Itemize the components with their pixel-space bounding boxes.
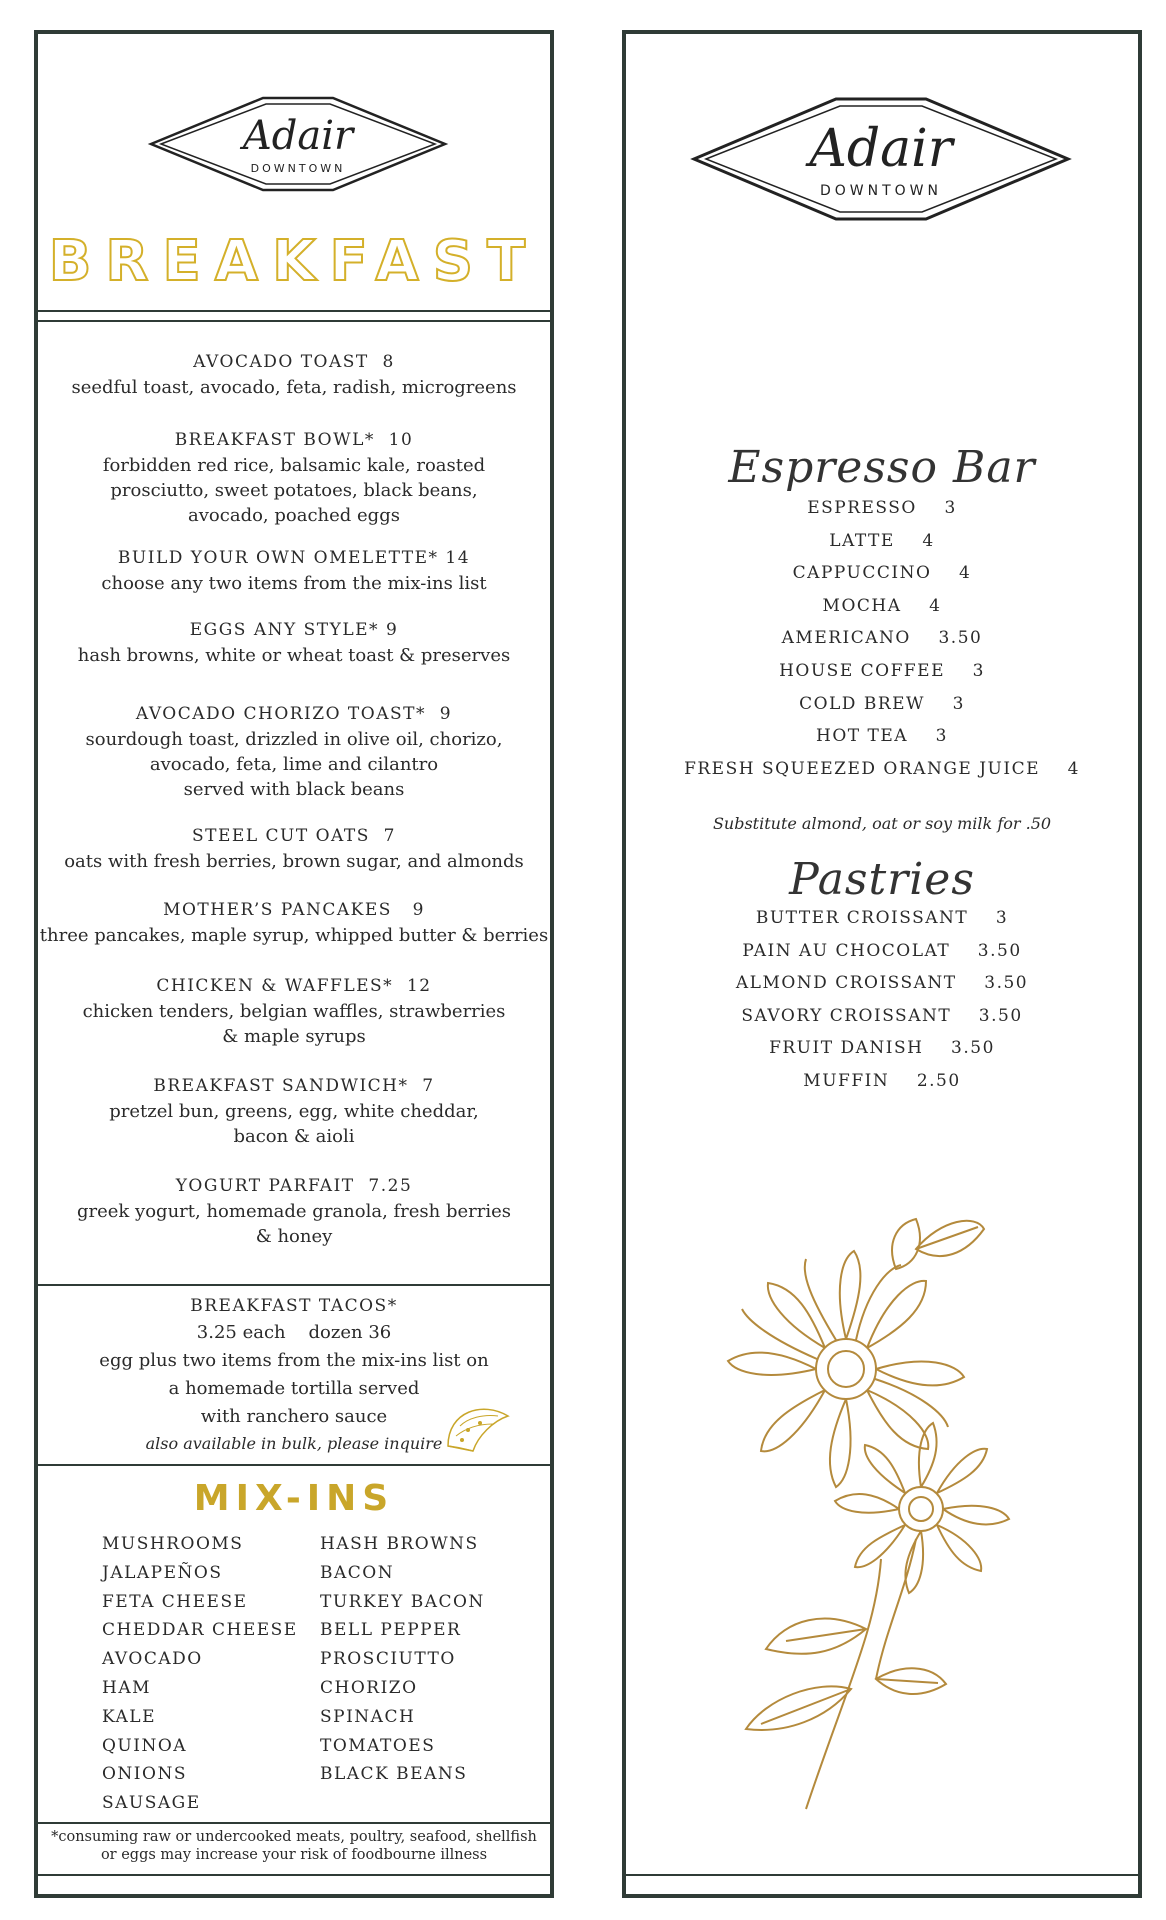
tacos-note: also available in bulk, please inquire bbox=[145, 1434, 443, 1453]
drink-item: HOT TEA 3 bbox=[816, 726, 948, 747]
menu-item-description: chicken tenders, belgian waffles, strawberries bbox=[82, 1001, 506, 1022]
adair-logo bbox=[143, 94, 453, 194]
divider bbox=[38, 310, 550, 312]
mixin-item: CHORIZO bbox=[320, 1677, 418, 1698]
menu-item-name: YOGURT PARFAIT 7.25 bbox=[175, 1176, 413, 1196]
mixin-item: QUINOA bbox=[102, 1735, 188, 1756]
menu-item-name: AVOCADO CHORIZO TOAST* 9 bbox=[135, 704, 453, 724]
pastry-item: PAIN AU CHOCOLAT 3.50 bbox=[742, 940, 1022, 961]
mixin-item: SPINACH bbox=[320, 1706, 416, 1727]
mixin-item: SAUSAGE bbox=[102, 1793, 201, 1814]
menu-item-description: sourdough toast, drizzled in olive oil, chorizo, bbox=[85, 729, 503, 750]
menu-item-description: choose any two items from the mix-ins list bbox=[101, 573, 487, 594]
mixin-item: MUSHROOMS bbox=[102, 1534, 244, 1554]
menu-item-description: avocado, poached eggs bbox=[188, 505, 400, 526]
menu-item-description: & honey bbox=[255, 1226, 333, 1247]
pastries-title: Pastries bbox=[789, 854, 975, 905]
divider bbox=[626, 1874, 1138, 1876]
menu-item-name: AVOCADO TOAST 8 bbox=[193, 352, 395, 372]
menu-item-description: served with black beans bbox=[183, 779, 405, 800]
menu-item-description: pretzel bun, greens, egg, white cheddar, bbox=[109, 1101, 479, 1122]
espresso-title: Espresso Bar bbox=[728, 442, 1036, 493]
logo-name: Adair bbox=[809, 119, 953, 179]
mixin-item: KALE bbox=[102, 1706, 156, 1727]
menu-item-description: forbidden red rice, balsamic kale, roasted bbox=[102, 455, 486, 476]
logo-name: Adair bbox=[242, 113, 354, 159]
menu-item-name: BREAKFAST BOWL* 10 bbox=[174, 430, 414, 450]
drink-item: CAPPUCCINO 4 bbox=[792, 563, 972, 584]
menu-item-description: avocado, feta, lime and cilantro bbox=[149, 754, 439, 775]
breakfast-panel bbox=[34, 30, 554, 1898]
footnote-2: or eggs may increase your risk of foodbourne illness bbox=[100, 1847, 488, 1863]
drink-item: AMERICANO 3.50 bbox=[781, 628, 983, 649]
adair-logo bbox=[686, 94, 1076, 224]
mixins-column-1 bbox=[102, 1530, 298, 1818]
divider bbox=[38, 1284, 550, 1286]
menu-item-description: oats with fresh berries, brown sugar, and almonds bbox=[64, 851, 524, 872]
mixin-item: TOMATOES bbox=[320, 1735, 436, 1756]
tacos-desc-2: a homemade tortilla served bbox=[168, 1378, 420, 1399]
mixin-item: HASH BROWNS bbox=[320, 1534, 479, 1554]
logo-sub: DOWNTOWN bbox=[250, 162, 346, 175]
menu-item-name: BREAKFAST SANDWICH* 7 bbox=[153, 1076, 435, 1096]
divider bbox=[38, 320, 550, 322]
menu-item-description: & maple syrups bbox=[222, 1026, 366, 1047]
footnote-1: *consuming raw or undercooked meats, poultry, seafood, shellfish bbox=[51, 1829, 537, 1845]
mixin-item: BLACK BEANS bbox=[320, 1764, 468, 1785]
mixins-title: MIX-INS bbox=[193, 1478, 395, 1519]
drinks-panel bbox=[622, 30, 1142, 1898]
drink-item: HOUSE COFFEE 3 bbox=[779, 661, 985, 681]
menu-item-name: BUILD YOUR OWN OMELETTE* 14 bbox=[117, 548, 471, 568]
mixin-item: CHEDDAR CHEESE bbox=[102, 1620, 298, 1641]
pastry-item: BUTTER CROISSANT 3 bbox=[755, 908, 1009, 928]
mixin-item: AVOCADO bbox=[102, 1649, 203, 1670]
drink-item: MOCHA 4 bbox=[822, 595, 942, 616]
tacos-price: 3.25 each dozen 36 bbox=[196, 1322, 392, 1343]
tacos-name: BREAKFAST TACOS* bbox=[190, 1296, 398, 1316]
menu-item-description: greek yogurt, homemade granola, fresh berries bbox=[76, 1201, 512, 1222]
menu-item-name: MOTHER’S PANCAKES 9 bbox=[163, 900, 425, 920]
mixin-item: BACON bbox=[320, 1562, 395, 1583]
divider bbox=[38, 1464, 550, 1466]
tacos-desc-1: egg plus two items from the mix-ins list on bbox=[99, 1350, 489, 1371]
menu-item-description: three pancakes, maple syrup, whipped butter & berries bbox=[39, 925, 549, 946]
divider bbox=[38, 1822, 550, 1824]
espresso-note: Substitute almond, oat or soy milk for .50 bbox=[712, 814, 1052, 833]
pastry-item: ALMOND CROISSANT 3.50 bbox=[735, 973, 1029, 994]
menu-item-description: bacon & aioli bbox=[233, 1126, 355, 1147]
mixin-item: PROSCIUTTO bbox=[320, 1649, 456, 1670]
menu-item-description: prosciutto, sweet potatoes, black beans, bbox=[110, 480, 478, 501]
mixin-item: TURKEY BACON bbox=[320, 1591, 485, 1612]
mixin-item: JALAPEÑOS bbox=[102, 1562, 223, 1583]
breakfast-title: BREAKFAST bbox=[48, 229, 540, 294]
divider bbox=[38, 1874, 550, 1876]
pastry-item: MUFFIN 2.50 bbox=[803, 1071, 961, 1091]
daisy-illustration bbox=[726, 1209, 1056, 1829]
mixin-item: BELL PEPPER bbox=[320, 1620, 462, 1641]
menu-item-name: EGGS ANY STYLE* 9 bbox=[189, 620, 399, 640]
drink-item: LATTE 4 bbox=[829, 530, 935, 551]
drink-item: ESPRESSO 3 bbox=[807, 498, 957, 518]
pastry-item: SAVORY CROISSANT 3.50 bbox=[741, 1005, 1023, 1026]
menu-item-name: CHICKEN & WAFFLES* 12 bbox=[156, 976, 432, 996]
menu-item-name: STEEL CUT OATS 7 bbox=[192, 826, 396, 846]
drink-item: COLD BREW 3 bbox=[799, 693, 965, 714]
mixin-item: ONIONS bbox=[102, 1764, 187, 1785]
mixin-item: HAM bbox=[102, 1677, 152, 1698]
menu-item-description: hash browns, white or wheat toast & preserves bbox=[77, 645, 511, 666]
menu-item-description: seedful toast, avocado, feta, radish, microgreens bbox=[71, 377, 517, 398]
drink-item: FRESH SQUEEZED ORANGE JUICE 4 bbox=[684, 758, 1080, 779]
pastry-item: FRUIT DANISH 3.50 bbox=[769, 1038, 995, 1059]
tacos-desc-3: with ranchero sauce bbox=[200, 1406, 388, 1427]
logo-sub: DOWNTOWN bbox=[819, 183, 943, 199]
taco-icon bbox=[438, 1396, 518, 1456]
mixins-column-2 bbox=[320, 1530, 485, 1789]
mixin-item: FETA CHEESE bbox=[102, 1591, 248, 1612]
